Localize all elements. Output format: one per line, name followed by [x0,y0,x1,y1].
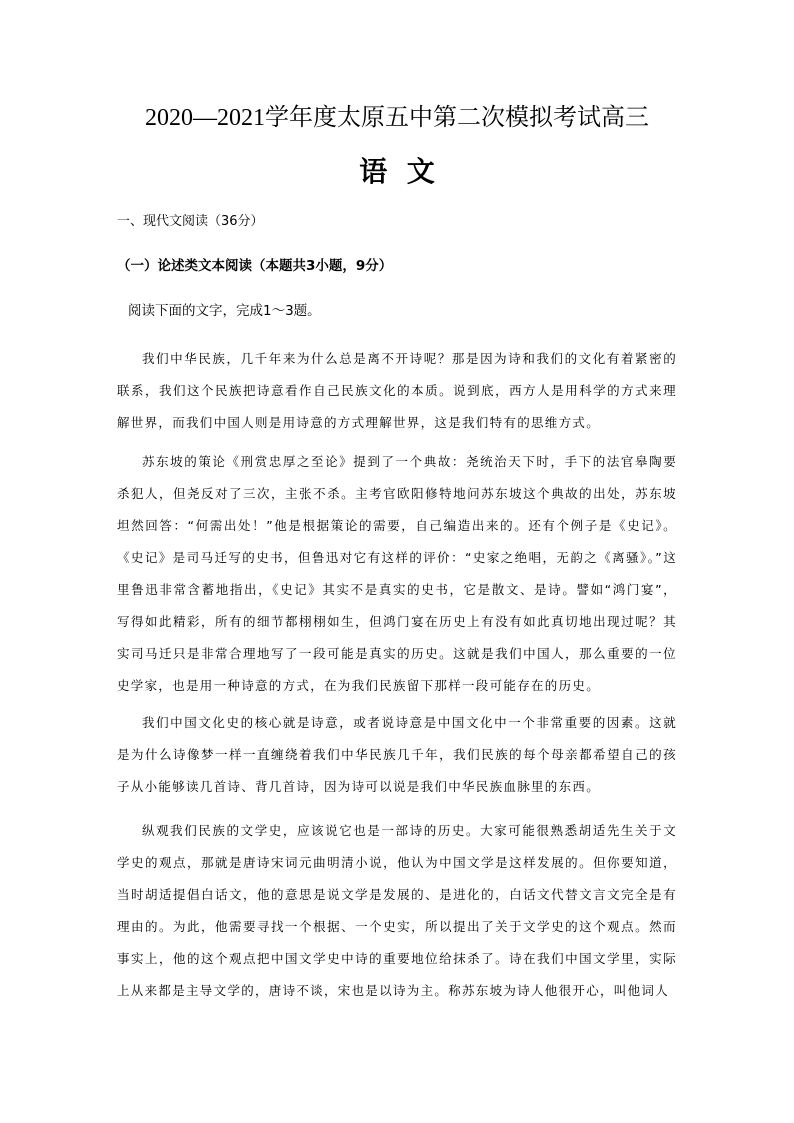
exam-title: 2020—2021学年度太原五中第二次模拟考试高三 [145,105,649,131]
reading-instruction: 阅读下面的文字，完成1～3题。 [128,303,321,319]
passage-paragraph: 纵观我们民族的文学史，应该说它也是一部诗的历史。大家可能很熟悉胡适先生关于文学史的观点，那就是唐诗宋词元曲明清小说，他认为中国文学是这样发展的。但你要知道，当时胡适提倡白话文，他的意思是说文学是发展的、是进化的，白话文代替文言文完全是有理由的。为此，他需要寻找一个根据、一个史实，所以提出了关于文学史的这个观点。然而事实上，他的这个观点把中国文学史中诗的重要地位给抹杀了。诗在我们中国文学里，实际上从来都是主导文学的，唐诗不谈，宋也是以诗为主。称苏东坡为诗人他很开心，叫他词人 [117,823,677,998]
sub-section-heading: （一）论述类文本阅读（本题共3小题，9分） [117,258,393,274]
subject-title: 语 文 [359,155,435,188]
passage-paragraph: 我们中国文化史的核心就是诗意，或者说诗意是中国文化中一个非常重要的因素。这就是为什么诗像梦一样一直缠绕着我们中华民族几千年，我们民族的每个母亲都希望自己的孩子从小能够读几首诗、背几首诗，因为诗可以说是我们中华民族血脉里的东西。 [117,715,677,794]
section-heading: 一、现代文阅读（36分） [117,214,264,229]
passage-paragraph: 苏东坡的策论《刑赏忠厚之至论》提到了一个典故：尧统治天下时，手下的法官皋陶要杀犯人，但尧反对了三次，主张不杀。主考官欧阳修特地问苏东坡这个典故的出处，苏东坡坦然回答：“何需出处！”他是根据策论的需要，自己编造出来的。还有个例子是《史记》。《史记》是司马迁写的史书，但鲁迅对它有这样的评价：“史家之绝唱，无韵之《离骚》。”这里鲁迅非常含蓄地指出，《史记》其实不是真实的史书，它是散文、是诗。譬如“鸿门宴”，写得如此精彩，所有的细节都栩栩如生，但鸿门宴在历史上有没有如此真切地出现过呢？其实司马迁只是非常合理地写了一段可能是真实的历史。这就是我们中国人，那么重要的一位史学家，也是用一种诗意的方式，在为我们民族留下那样一段可能存在的历史。 [117,454,677,693]
passage-paragraph: 我们中华民族，几千年来为什么总是离不开诗呢？那是因为诗和我们的文化有着紧密的联系，我们这个民族把诗意看作自己民族文化的本质。说到底，西方人是用科学的方式来理解世界，而我们中国人则是用诗意的方式理解世界，这是我们特有的思维方式。 [117,351,677,430]
